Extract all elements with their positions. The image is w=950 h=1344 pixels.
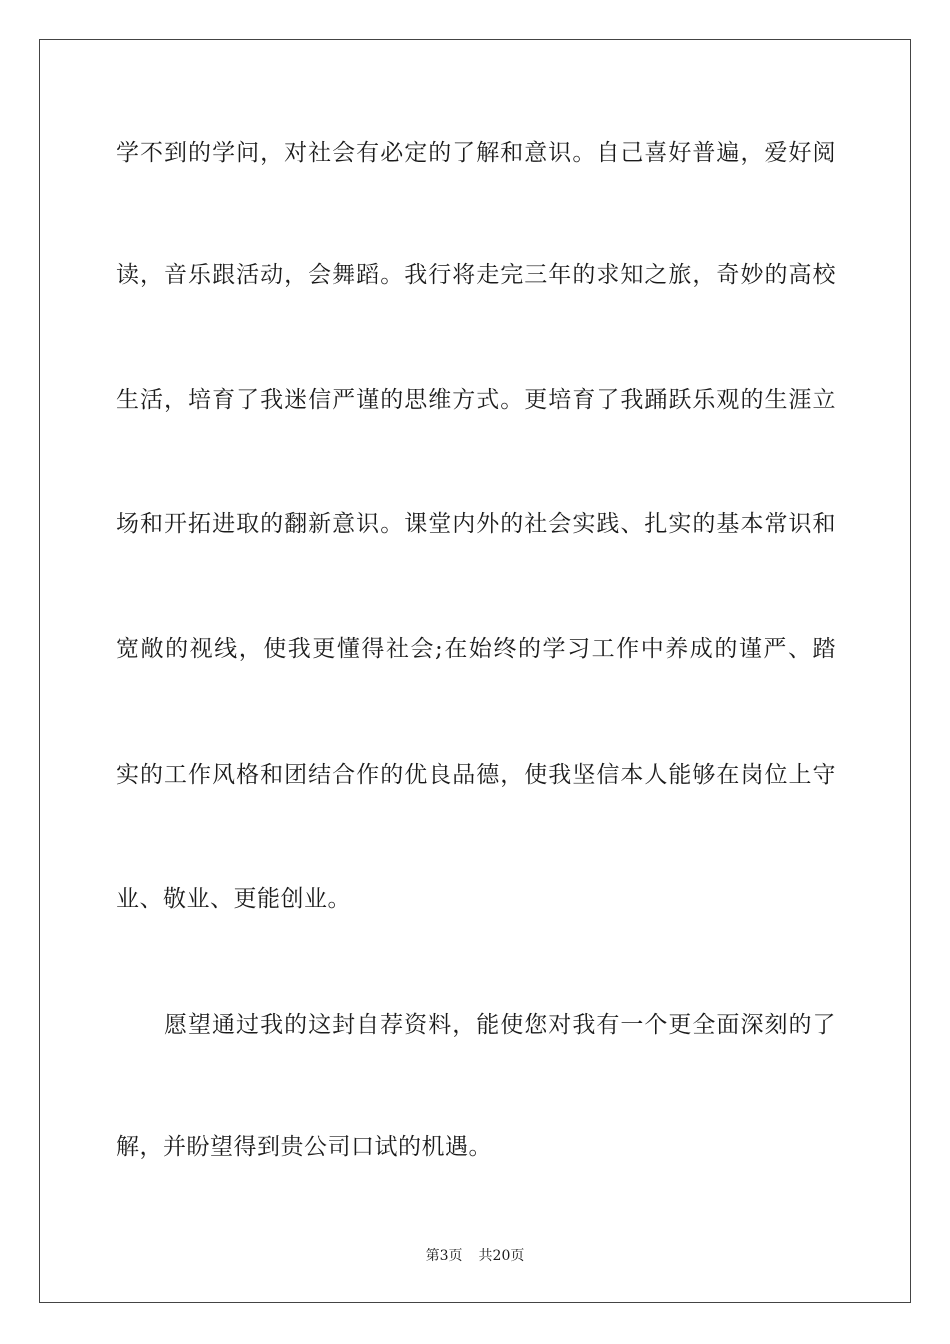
paragraph-first-line: 愿望通过我的这封自荐资料，能使您对我有一个更全面深刻的了 xyxy=(164,1012,836,1038)
text-line: 学不到的学问，对社会有必定的了解和意识。自己喜好普遍，爱好阅 xyxy=(116,140,836,166)
page-number: 第3页 xyxy=(425,1248,463,1264)
text-line: 实的工作风格和团结合作的优良品德，使我坚信本人能够在岗位上守 xyxy=(116,762,836,788)
text-line: 生活，培育了我迷信严谨的思维方式。更培育了我踊跃乐观的生涯立 xyxy=(116,387,836,413)
page-total: 共20页 xyxy=(478,1248,525,1264)
text-line: 场和开拓进取的翻新意识。课堂内外的社会实践、扎实的基本常识和 xyxy=(116,511,836,537)
text-line: 解，并盼望得到贵公司口试的机遇。 xyxy=(116,1134,492,1160)
text-line: 业、敬业、更能创业。 xyxy=(116,886,351,912)
page-border xyxy=(39,39,911,1303)
text-line: 读，音乐跟活动，会舞蹈。我行将走完三年的求知之旅，奇妙的高校 xyxy=(116,262,836,288)
page-footer xyxy=(0,1246,950,1266)
text-line: 宽敞的视线，使我更懂得社会;在始终的学习工作中养成的谨严、踏 xyxy=(116,636,836,662)
